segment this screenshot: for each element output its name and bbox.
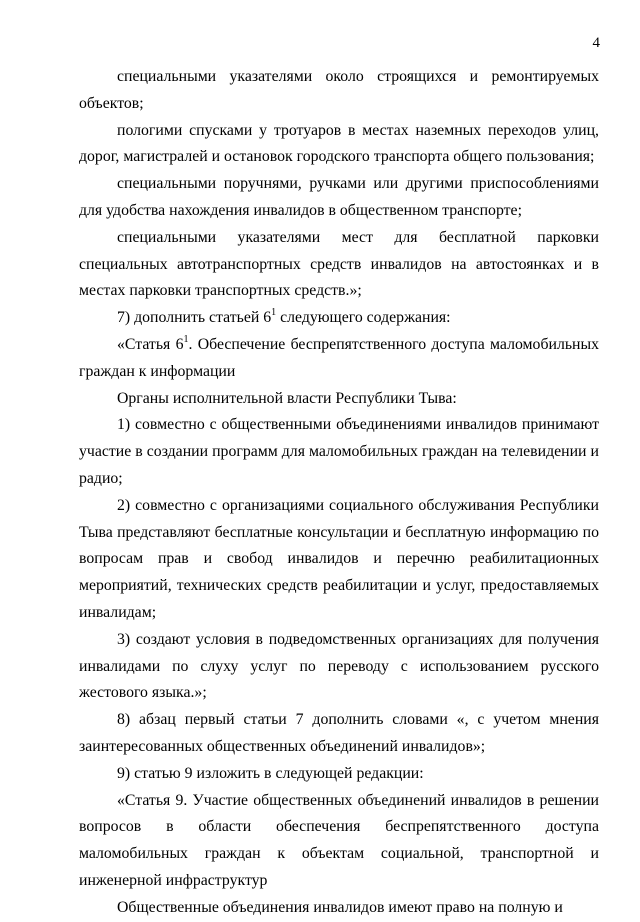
article-heading: «Статья 9. Участие общественных объединений инвалидов в решении вопросов в области обеспечения беспрепятственного доступа маломобильных граждан к объектам социальной, транспортной и инженерной инфраструктур — [79, 791, 599, 889]
paragraph: 3) создают условия в подведомственных организациях для получения инвалидами по слуху услуг по переводу с использованием русского жестового языка.»; — [79, 630, 599, 702]
paragraph: 1) совместно с общественными объединениями инвалидов принимают участие в создании программ для маломобильных граждан на телевидении и радио; — [79, 416, 599, 487]
document-body — [79, 64, 599, 922]
paragraph: 9) статью 9 изложить в следующей редакции: — [117, 764, 424, 782]
paragraph: пологими спусками у тротуаров в местах наземных переходов улиц, дорог, магистралей и остановок городского транспорта общего пользования; — [79, 121, 599, 166]
superscript: 1 — [183, 333, 189, 345]
paragraph-item-7 — [79, 305, 599, 332]
paragraph: специальными указателями около строящихся и ремонтируемых объектов; — [79, 68, 599, 112]
paragraph: Общественные объединения инвалидов имеют право на полную и — [117, 898, 563, 916]
text-segment: следующего содержания: — [276, 309, 451, 327]
paragraph: специальными указателями мест для бесплатной парковки специальных автотранспортных средств инвалидов на автостоянках и в местах парковки транспортных средств.»; — [79, 228, 599, 300]
text-segment: «Статья 6 — [117, 335, 184, 353]
paragraph: 2) совместно с организациями социального обслуживания Республики Тыва представляют бесплатные консультации и бесплатную информацию по вопросам прав и свобод инвалидов и перечню реабилитационных мероприятий, технических средств реабилитации и услуг, предоставляемых инвалидам; — [79, 496, 599, 621]
superscript: 1 — [271, 306, 277, 318]
paragraph: специальными поручнями, ручками или другими приспособлениями для удобства нахождения инвалидов в общественном транспорте; — [79, 175, 599, 219]
page-number: 4 — [592, 35, 600, 51]
article-heading — [79, 332, 599, 386]
paragraph: 8) абзац первый статьи 7 дополнить словами «, с учетом мнения заинтересованных общественных объединений инвалидов»; — [79, 711, 599, 755]
text-segment: . Обеспечение беспрепятственного доступа маломобильных граждан к информации — [79, 335, 599, 380]
paragraph: Органы исполнительной власти Республики Тыва: — [117, 389, 457, 407]
text-segment: 7) дополнить статьей 6 — [117, 309, 272, 327]
